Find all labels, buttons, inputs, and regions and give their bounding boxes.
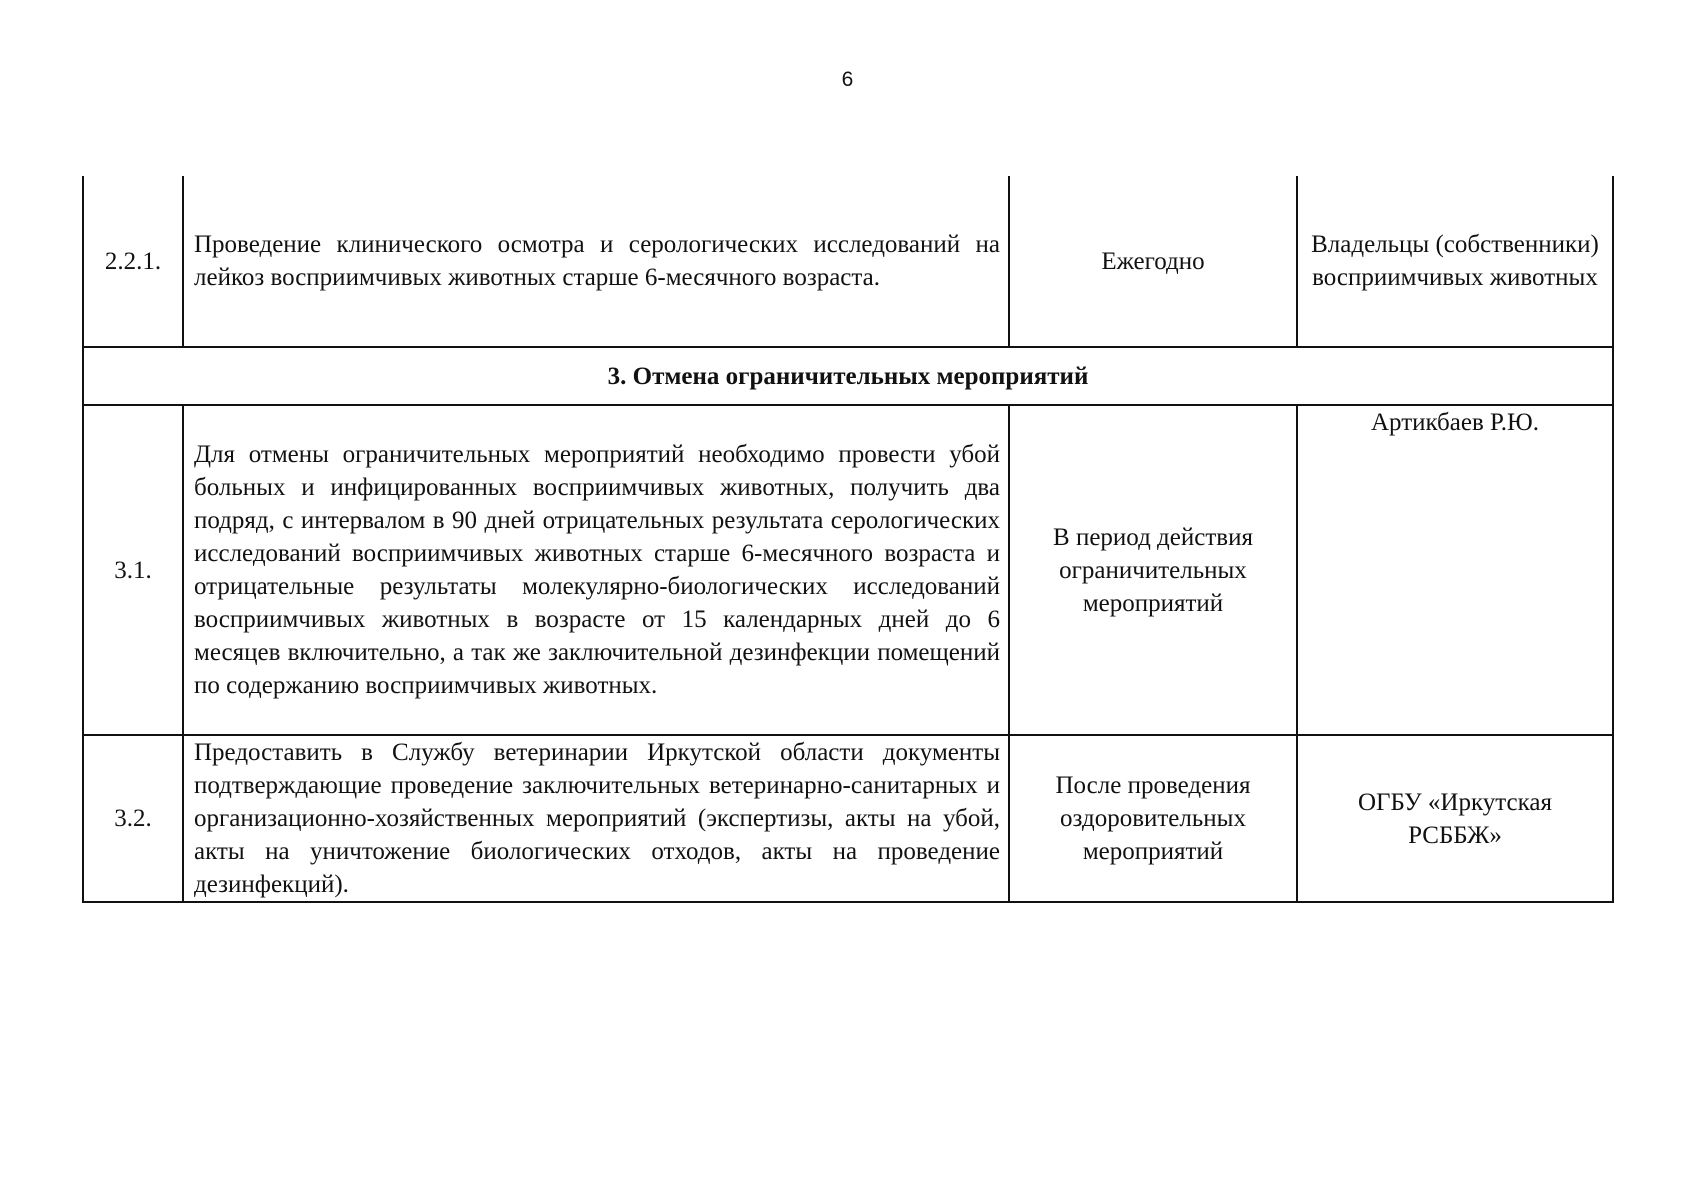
description-cell	[183, 735, 1009, 902]
term-cell	[1009, 405, 1297, 735]
row-responsible: Артикбаев Р.Ю.	[1371, 409, 1539, 436]
description-cell	[183, 405, 1009, 735]
row-number: 3.1.	[114, 556, 152, 584]
row-number-cell	[83, 735, 183, 902]
row-responsible: Владельцы (собственники) восприимчивых животных	[1311, 231, 1599, 291]
row-number-cell	[83, 405, 183, 735]
section-title: 3. Отмена ограничительных мероприятий	[83, 347, 1613, 405]
row-number-cell	[83, 176, 183, 347]
table-row	[83, 176, 1613, 347]
table-row	[83, 735, 1613, 902]
row-description: Предоставить в Службу ветеринарии Иркутской области документы подтверждающие проведение заключительных ветеринарно-санитарных и организационно-хозяйственных мероприятий (экспертизы, акты на убой, акты на уничтожение биологических отходов, акты на проведение дезинфекций).	[194, 739, 1000, 898]
row-responsible: ОГБУ «Иркутская РСББЖ»	[1358, 788, 1552, 849]
measures-table	[82, 176, 1614, 903]
row-number: 2.2.1.	[104, 247, 162, 275]
description-cell	[183, 176, 1009, 347]
page-number: 6	[841, 68, 854, 91]
responsible-cell	[1297, 405, 1613, 735]
section-header-row	[83, 347, 1613, 405]
responsible-cell	[1297, 735, 1613, 902]
row-number: 3.2.	[114, 805, 152, 832]
table-row	[83, 405, 1613, 735]
row-description: Проведение клинического осмотра и серологических исследований на лейкоз восприимчивых животных старше 6-месячного возраста.	[194, 231, 1000, 291]
row-term: В период действия ограничительных мероприятий	[1053, 523, 1253, 617]
row-term: Ежегодно	[1101, 247, 1205, 275]
row-term: После проведения оздоровительных мероприятий	[1055, 772, 1251, 865]
row-description: Для отмены ограничительных мероприятий необходимо провести убой больных и инфицированных восприимчивых животных, получить два подряд, с интервалом в 90 дней отрицательных результата серологических исследований восприимчивых животных старше 6-месячного возраста и отрицательные результаты молекулярно-биологических исследований восприимчивых животных в возрасте от 15 календарных дней до 6 месяцев включительно, а так же заключительной дезинфекции помещений по содержанию восприимчивых животных.	[194, 441, 1000, 699]
term-cell	[1009, 176, 1297, 347]
responsible-cell	[1297, 176, 1613, 347]
term-cell	[1009, 735, 1297, 902]
